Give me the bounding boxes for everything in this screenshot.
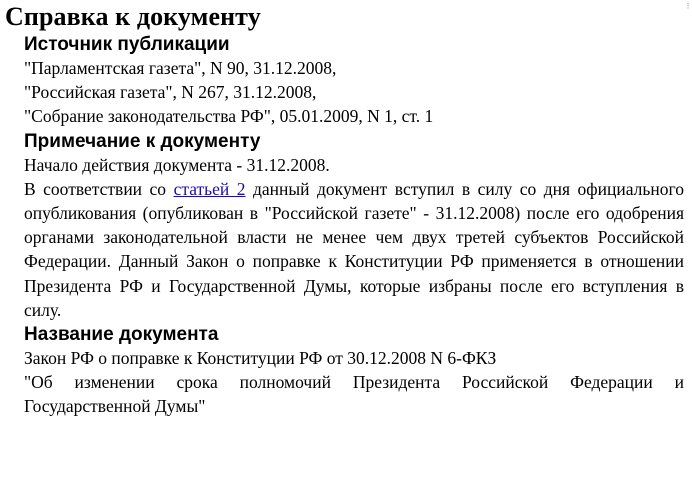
document-note-heading: Примечание к документу [24, 130, 261, 152]
publication-source-section [24, 32, 684, 129]
document-note-section [24, 129, 684, 322]
law-title-paragraph: "Об изменении срока полномочий Президента Российской Федерации и Государственной Думы" [24, 372, 684, 417]
effective-date-line: Начало действия документа - 31.12.2008. [24, 154, 330, 175]
source-line-legislation-collection: "Собрание законодательства РФ", 05.01.2009, N 1, ст. 1 [24, 106, 434, 127]
document-name-section [24, 322, 684, 419]
publication-source-heading: Источник публикации [24, 34, 230, 55]
page-title: Справка к документу [5, 2, 261, 31]
scroll-handle-icon[interactable]: ⁝ [686, 2, 690, 12]
note-paragraph [24, 177, 684, 322]
note-text-after-link: данный документ вступил в силу со дня официального опубликования (опубликован в "Российской газете" - 31.12.2008) после его одобрения органами законодательной власти не менее чем двух третей субъектов Российской Федерации. Данный Закон о поправке к Конституции РФ применяется в отношении Президента РФ и Государственной Думы, которые избраны после его вступления в силу. [24, 178, 684, 320]
note-text-before-link: В соответствии со [24, 178, 174, 199]
source-line-russian-gazette: "Российская газета", N 267, 31.12.2008, [24, 82, 317, 103]
source-line-parliament-gazette: "Парламентская газета", N 90, 31.12.2008, [24, 58, 337, 78]
article-2-link[interactable]: статьей 2 [173, 178, 246, 199]
law-name-line: Закон РФ о поправке к Конституции РФ от 30.12.2008 N 6-ФКЗ [24, 348, 497, 369]
document-name-heading: Название документа [24, 324, 219, 346]
